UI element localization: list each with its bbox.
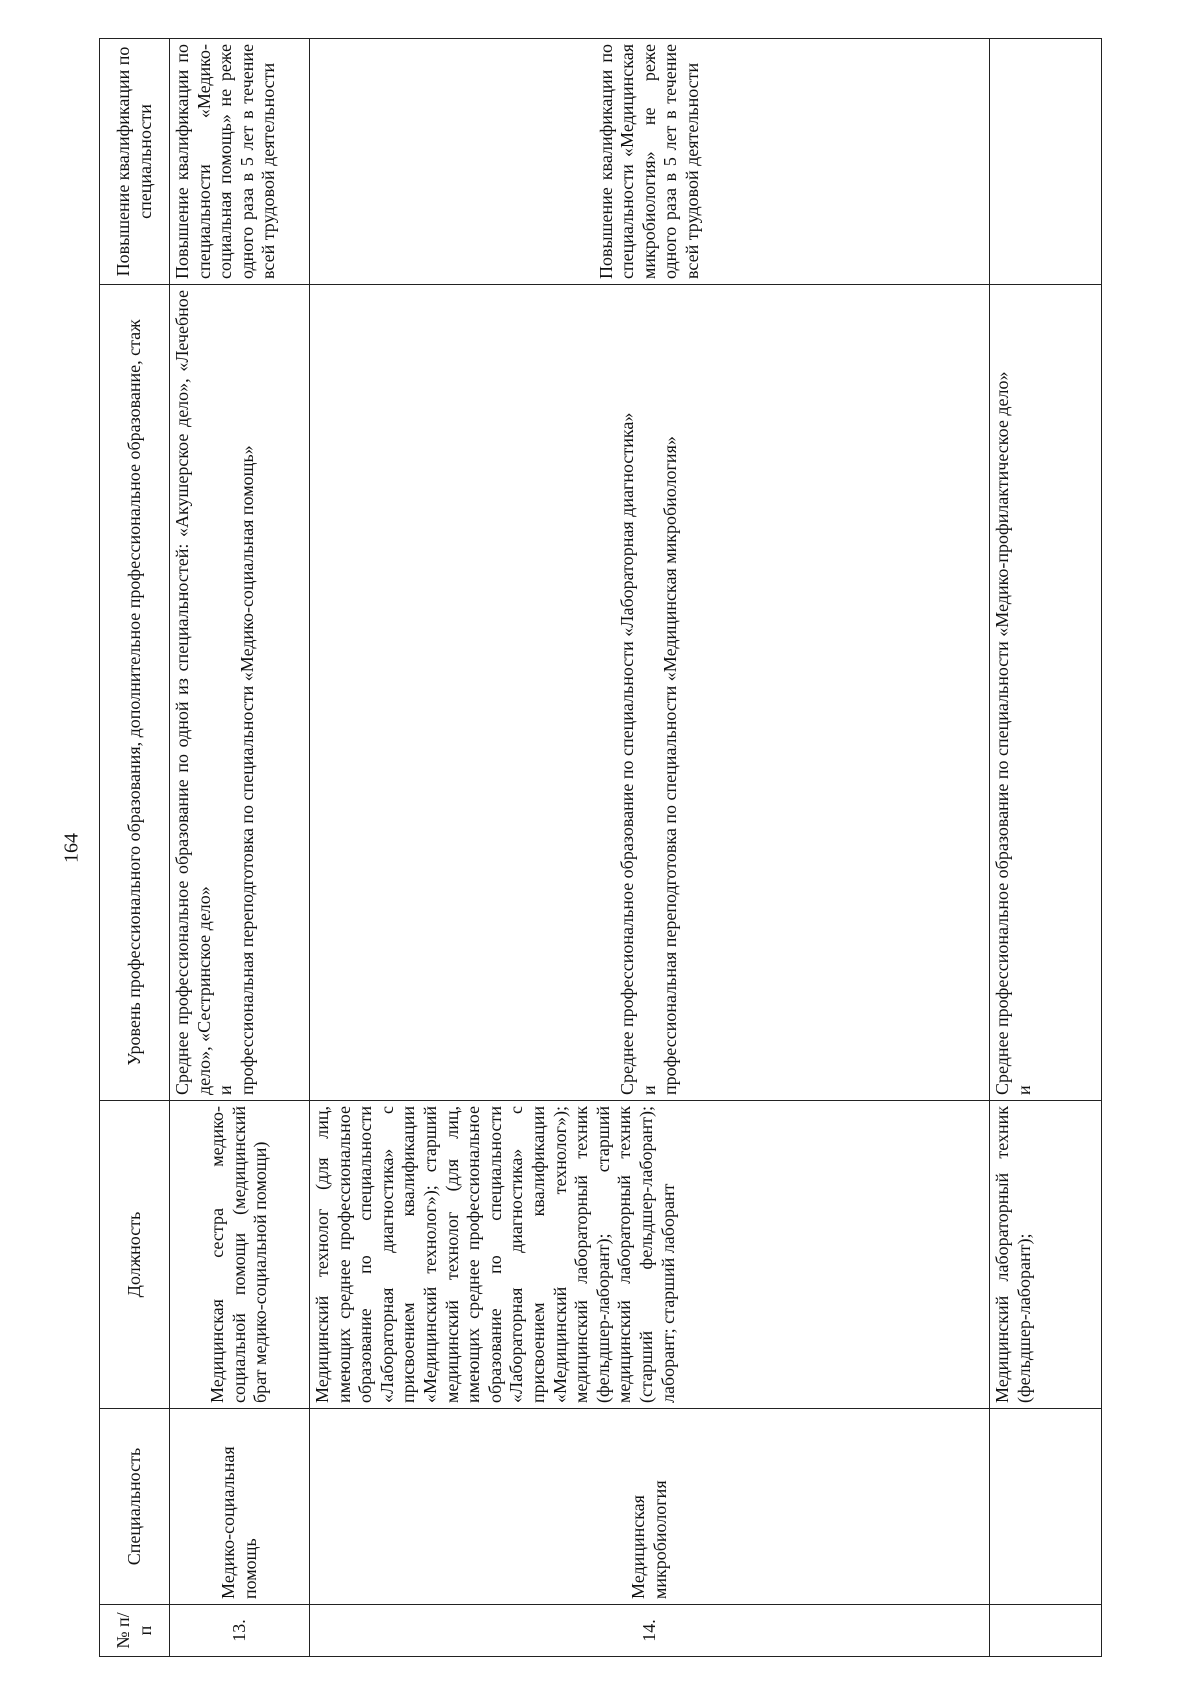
row14-num: 14. [310, 1605, 990, 1657]
row13-edu-main: Среднее профессиональное образование по одной из специальностей: «Акушерское дело», «Лечебное дело», «Сестринское дело» [172, 290, 214, 1095]
row14-education [310, 285, 990, 1101]
row14b-education [990, 285, 1102, 1101]
row14b-edu-and: и [1013, 1085, 1034, 1095]
row13-specialty: Медико-социальная помощь [170, 1409, 310, 1605]
row14b-specialty [990, 1409, 1102, 1605]
row14-edu-main: Среднее профессиональное образование по специальности «Лабораторная диагностика» [617, 412, 638, 1095]
rotated-table-container [99, 39, 1101, 1657]
row14b-qualification [990, 39, 1102, 285]
header-num: № п/п [100, 1605, 170, 1657]
row14-specialty: Медицинская микробиология [310, 1409, 990, 1605]
table-header-row [100, 39, 170, 1657]
row13-edu-retraining: профессиональная переподготовка по специальности «Медико-социальная помощь» [236, 445, 257, 1095]
row13-qualification: Повышение квалификации по специальности «Медико-социальная помощь» не реже одного раза в 5 лет в течение всей трудовой деятельности [170, 39, 310, 285]
row13-edu-and: и [215, 1085, 236, 1095]
row14-edu-and: и [638, 1085, 659, 1095]
row14-position: Медицинский технолог (для лиц, имеющих среднее профессиональное образование по специальности «Лабораторная диагностика» с присвоением квалификации «Медицинский технолог»); старший медицинский технолог (для лиц, имеющих среднее профессиональное образование по специальности «Лабораторная диагностика» с присвоением квалификации «Медицинский технолог»); медицинский лабораторный техник (фельдшер-лаборант); старший медицинский лабораторный техник (старший фельдшер-лаборант); лаборант; старший лаборант [310, 1101, 990, 1409]
row14b-edu-main: Среднее профессиональное образование по специальности «Медико-профилактическое дело» [992, 371, 1012, 1095]
page-number: 164 [60, 833, 83, 863]
qualification-table [99, 38, 1102, 1657]
table-row-14b [990, 39, 1102, 1657]
row14-edu-retraining: профессиональная переподготовка по специальности «Медицинская микробиология» [660, 436, 681, 1095]
table-row-13 [170, 39, 310, 1657]
header-position: Должность [100, 1101, 170, 1409]
header-specialty: Специальность [100, 1409, 170, 1605]
header-education: Уровень профессионального образования, дополнительное профессиональное образование, стаж [100, 285, 170, 1101]
row13-education [170, 285, 310, 1101]
row14b-num [990, 1605, 1102, 1657]
row13-num: 13. [170, 1605, 310, 1657]
row13-position: Медицинская сестра медико-социальной помощи (медицинский брат медико-социальной помощи) [170, 1101, 310, 1409]
row14-qualification: Повышение квалификации по специальности «Медицинская микробиология» не реже одного раза в 5 лет в течение всей трудовой деятельности [310, 39, 990, 285]
row14b-position: Медицинский лабораторный техник (фельдшер-лаборант); [990, 1101, 1102, 1409]
table-row-14 [310, 39, 990, 1657]
header-qualification: Повышение квалификации по специальности [100, 39, 170, 285]
